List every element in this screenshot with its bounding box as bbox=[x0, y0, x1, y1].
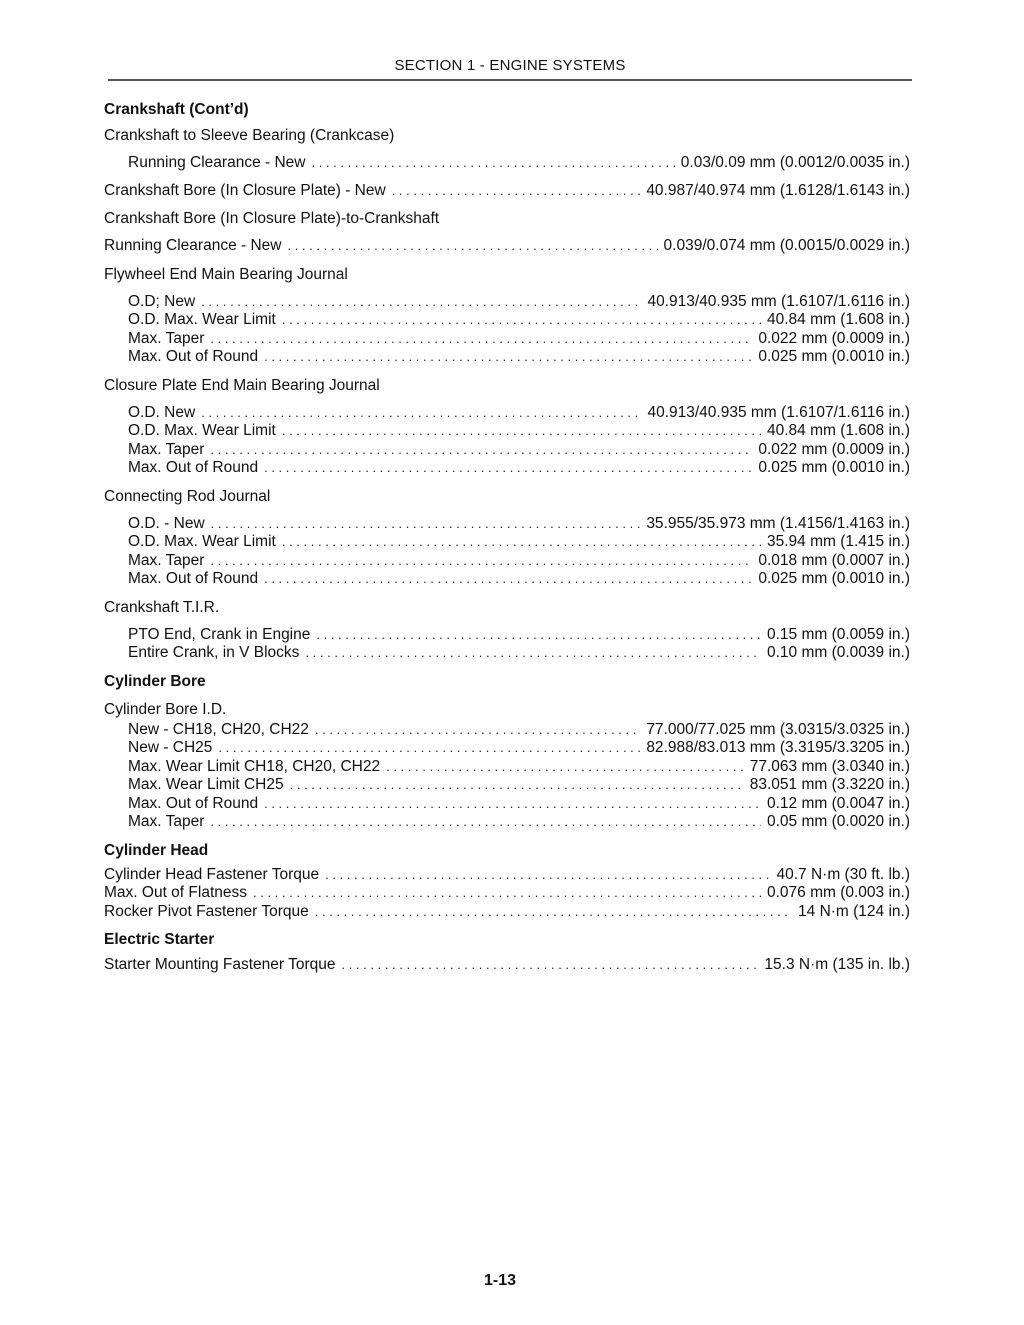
spec-row bbox=[104, 330, 910, 349]
dot-leader bbox=[210, 552, 752, 571]
spec-label: Max. Wear Limit CH25 bbox=[128, 776, 284, 793]
spec-value: 35.94 mm (1.415 in.) bbox=[766, 533, 910, 550]
electric-starter-list bbox=[104, 956, 910, 975]
spec-label: New - CH18, CH20, CH22 bbox=[128, 720, 309, 738]
spec-row bbox=[104, 903, 910, 922]
dot-leader bbox=[315, 721, 640, 740]
dot-leader bbox=[201, 404, 641, 423]
spec-label: Crankshaft Bore (In Closure Plate) - New bbox=[104, 181, 386, 199]
dot-leader bbox=[264, 459, 752, 478]
dot-leader bbox=[282, 422, 761, 441]
spec-label: Max. Out of Flatness bbox=[104, 884, 247, 901]
spec-label: Max. Out of Round bbox=[128, 348, 259, 365]
spec-label: Entire Crank, in V Blocks bbox=[128, 644, 300, 661]
spec-row bbox=[104, 884, 910, 903]
spec-row bbox=[104, 626, 910, 645]
cylinder-head-list bbox=[104, 866, 910, 922]
dot-leader bbox=[341, 956, 758, 975]
spec-value: 0.15 mm (0.0059 in.) bbox=[766, 625, 910, 643]
dot-leader bbox=[264, 570, 752, 589]
spec-label: Max. Wear Limit CH18, CH20, CH22 bbox=[128, 757, 381, 775]
spec-row bbox=[104, 348, 910, 367]
closure-journal-list bbox=[104, 404, 910, 478]
dot-leader bbox=[218, 739, 640, 758]
spec-value: 40.7 N·m (30 ft. lb.) bbox=[776, 865, 910, 883]
group-title-flywheel-journal: Flywheel End Main Bearing Journal bbox=[104, 265, 348, 283]
page-number: 1-13 bbox=[483, 1272, 517, 1289]
dot-leader bbox=[210, 813, 761, 832]
rod-journal-list bbox=[104, 515, 910, 589]
spec-value: 0.025 mm (0.0010 in.) bbox=[758, 348, 910, 365]
spec-value: 14 N·m (124 in.) bbox=[798, 902, 910, 920]
dot-leader bbox=[210, 441, 752, 460]
dot-leader bbox=[282, 533, 761, 552]
spec-value: 40.987/40.974 mm (1.6128/1.6143 in.) bbox=[646, 181, 910, 199]
section-title-crankshaft: Crankshaft (Cont’d) bbox=[104, 101, 249, 118]
spec-label: O.D; New bbox=[128, 292, 196, 310]
dot-leader bbox=[316, 626, 761, 645]
group-title-rod-journal: Connecting Rod Journal bbox=[104, 487, 271, 505]
spec-row bbox=[104, 739, 910, 758]
spec-row bbox=[104, 293, 910, 312]
cylinder-bore-list bbox=[104, 721, 910, 832]
tir-list bbox=[104, 626, 910, 663]
spec-row bbox=[104, 459, 910, 478]
group-title-tir: Crankshaft T.I.R. bbox=[104, 598, 220, 616]
spec-label: Starter Mounting Fastener Torque bbox=[104, 956, 336, 973]
spec-row bbox=[104, 404, 910, 423]
group-title-bore-to-crankshaft: Crankshaft Bore (In Closure Plate)-to-Crankshaft bbox=[104, 210, 440, 227]
spec-label: Rocker Pivot Fastener Torque bbox=[104, 902, 309, 920]
spec-value: 0.03/0.09 mm (0.0012/0.0035 in.) bbox=[680, 154, 910, 171]
spec-label: O.D. Max. Wear Limit bbox=[128, 422, 276, 439]
spec-value: 0.10 mm (0.0039 in.) bbox=[766, 644, 910, 661]
dot-leader bbox=[386, 758, 744, 777]
flywheel-journal-list bbox=[104, 293, 910, 367]
spec-row bbox=[104, 441, 910, 460]
spec-value: 0.025 mm (0.0010 in.) bbox=[758, 570, 910, 587]
spec-label: New - CH25 bbox=[128, 739, 213, 756]
spec-row bbox=[104, 552, 910, 571]
spec-content bbox=[104, 100, 910, 975]
spec-value: 0.025 mm (0.0010 in.) bbox=[758, 459, 910, 476]
dot-leader bbox=[311, 154, 674, 173]
spec-label: Max. Out of Round bbox=[128, 459, 259, 476]
dot-leader bbox=[315, 903, 792, 922]
spec-row bbox=[104, 644, 910, 663]
spec-label: Max. Out of Round bbox=[128, 794, 259, 812]
spec-label: Cylinder Head Fastener Torque bbox=[104, 865, 320, 883]
spec-row bbox=[104, 182, 910, 201]
group-title-closure-journal: Closure Plate End Main Bearing Journal bbox=[104, 376, 380, 394]
dot-leader bbox=[264, 348, 752, 367]
spec-value: 40.913/40.935 mm (1.6107/1.6116 in.) bbox=[647, 292, 910, 310]
dot-leader bbox=[325, 866, 770, 885]
dot-leader bbox=[282, 311, 761, 330]
dot-leader bbox=[201, 293, 641, 312]
spec-label: PTO End, Crank in Engine bbox=[128, 625, 311, 643]
spec-label: Running Clearance - New bbox=[128, 154, 306, 171]
spec-label: Max. Taper bbox=[128, 813, 205, 830]
spec-value: 0.05 mm (0.0020 in.) bbox=[766, 813, 910, 830]
group-title-bore-id: Cylinder Bore I.D. bbox=[104, 700, 227, 718]
spec-value: 40.913/40.935 mm (1.6107/1.6116 in.) bbox=[647, 403, 910, 421]
spec-value: 77.063 mm (3.0340 in.) bbox=[749, 757, 910, 775]
dot-leader bbox=[264, 795, 761, 814]
spec-label: Max. Taper bbox=[128, 329, 205, 347]
spec-row bbox=[104, 721, 910, 740]
spec-value: 77.000/77.025 mm (3.0315/3.0325 in.) bbox=[646, 720, 910, 738]
spec-value: 40.84 mm (1.608 in.) bbox=[766, 422, 910, 439]
dot-leader bbox=[392, 182, 641, 201]
dot-leader bbox=[210, 330, 752, 349]
spec-label: Max. Taper bbox=[128, 440, 205, 458]
spec-value: 15.3 N·m (135 in. lb.) bbox=[764, 956, 910, 973]
section-title-cylinder-head: Cylinder Head bbox=[104, 841, 209, 859]
spec-row bbox=[104, 515, 910, 534]
spec-label: O.D. - New bbox=[128, 514, 205, 532]
spec-label: Max. Taper bbox=[128, 551, 205, 569]
dot-leader bbox=[253, 884, 761, 903]
spec-row bbox=[104, 154, 910, 173]
spec-row bbox=[104, 795, 910, 814]
dot-leader bbox=[287, 237, 657, 256]
spec-row bbox=[104, 776, 910, 795]
spec-row bbox=[104, 533, 910, 552]
spec-row bbox=[104, 758, 910, 777]
spec-value: 82.988/83.013 mm (3.3195/3.3205 in.) bbox=[646, 739, 910, 756]
spec-label: Max. Out of Round bbox=[128, 570, 259, 587]
spec-value: 0.039/0.074 mm (0.0015/0.0029 in.) bbox=[663, 237, 910, 254]
spec-value: 83.051 mm (3.3220 in.) bbox=[749, 776, 910, 793]
spec-value: 0.022 mm (0.0009 in.) bbox=[758, 440, 910, 458]
spec-value: 40.84 mm (1.608 in.) bbox=[766, 311, 910, 328]
dot-leader bbox=[305, 644, 761, 663]
spec-row bbox=[104, 422, 910, 441]
dot-leader bbox=[290, 776, 744, 795]
spec-label: O.D. Max. Wear Limit bbox=[128, 311, 276, 328]
section-title-cylinder-bore: Cylinder Bore bbox=[104, 672, 206, 690]
spec-label: Running Clearance - New bbox=[104, 237, 282, 254]
spec-row bbox=[104, 813, 910, 832]
spec-value: 0.018 mm (0.0007 in.) bbox=[758, 551, 910, 569]
dot-leader bbox=[211, 515, 641, 534]
spec-row bbox=[104, 866, 910, 885]
header-divider bbox=[108, 79, 912, 81]
spec-value: 0.022 mm (0.0009 in.) bbox=[758, 329, 910, 347]
group-title-sleeve-bearing: Crankshaft to Sleeve Bearing (Crankcase) bbox=[104, 127, 395, 144]
page-header: SECTION 1 - ENGINE SYSTEMS bbox=[394, 57, 626, 74]
spec-row bbox=[104, 237, 910, 256]
spec-row bbox=[104, 311, 910, 330]
spec-value: 35.955/35.973 mm (1.4156/1.4163 in.) bbox=[646, 514, 910, 532]
section-title-electric-starter: Electric Starter bbox=[104, 931, 215, 948]
spec-value: 0.12 mm (0.0047 in.) bbox=[766, 794, 910, 812]
spec-label: O.D. Max. Wear Limit bbox=[128, 533, 276, 550]
spec-row bbox=[104, 570, 910, 589]
spec-row bbox=[104, 956, 910, 975]
spec-label: O.D. New bbox=[128, 403, 196, 421]
spec-value: 0.076 mm (0.003 in.) bbox=[766, 884, 910, 901]
